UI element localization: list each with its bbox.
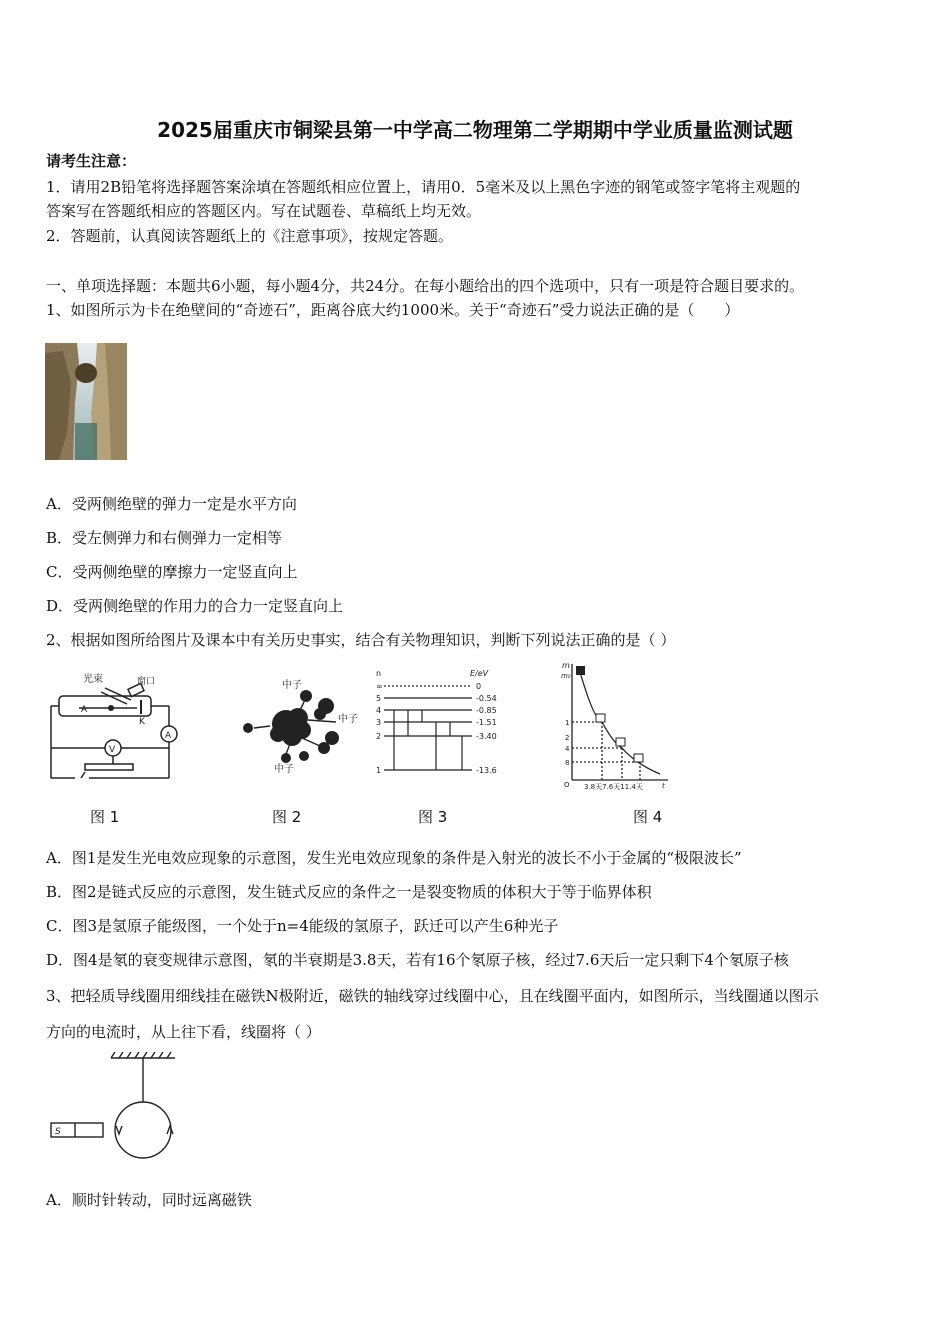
q3-stem-b: 方向的电流时，从上往下看，线圈将（ ） xyxy=(46,1023,321,1041)
fig3-level-energy: 0 xyxy=(476,682,482,691)
fig3-unit: E/eV xyxy=(470,669,489,678)
notice-heading: 请考生注意： xyxy=(46,152,137,170)
fig4-y-tick: 2 xyxy=(565,734,570,742)
fig4-origin: O xyxy=(564,781,570,789)
notice-line-2: 2．答题前，认真阅读答题纸上的《注意事项》，按规定答题。 xyxy=(46,227,454,245)
fig4-y-tick: 8 xyxy=(565,759,570,767)
fig3-level-n: 2 xyxy=(376,732,382,741)
q2-stem: 2、根据如图所给图片及课本中有关历史事实，结合有关物理知识，判断下列说法正确的是（ ） xyxy=(46,631,676,649)
fig4-m0-label: m₀ xyxy=(561,672,571,680)
fig4-y-tick: 4 xyxy=(565,745,570,753)
notice-line-1a: 1．请用2B铅笔将选择题答案涂填在答题纸相应位置上，请用0．5毫米及以上黑色字迹的钢笔或签字笔将主观题的 xyxy=(46,178,801,196)
fig3-level-n: ∞ xyxy=(376,682,383,691)
fig1-photoelectric-circuit xyxy=(45,668,180,788)
q2-option-b: B．图2是链式反应的示意图，发生链式反应的条件之一是裂变物质的体积大于等于临界体积 xyxy=(46,883,652,901)
fig4-y-tick: 1 xyxy=(565,719,570,727)
fig3-n-label: n xyxy=(376,669,382,678)
notice-line-1b: 答案写在答题纸相应的答题区内。写在试题卷、草稿纸上均无效。 xyxy=(46,202,482,220)
fig3-caption: 图 3 xyxy=(418,808,448,826)
q2-option-c: C．图3是氢原子能级图，一个处于n=4能级的氢原子，跃迁可以产生6种光子 xyxy=(46,917,559,935)
fig2-neutron-bottom: 中子 xyxy=(274,764,294,775)
page-title: 2025届重庆市铜梁县第一中学高二物理第二学期期中学业质量监测试题 xyxy=(157,118,793,142)
fig1-a-label: A xyxy=(81,705,88,715)
fig1-caption: 图 1 xyxy=(90,808,120,826)
fig3-level-energy: -13.6 xyxy=(476,766,497,775)
q1-option-b: B．受左侧弹力和右侧弹力一定相等 xyxy=(46,529,283,547)
fig2-neutron-top: 中子 xyxy=(282,680,302,691)
fig3-level-n: 1 xyxy=(376,766,382,775)
fig3-level-n: 3 xyxy=(376,718,382,727)
fig4-m-label: m xyxy=(562,661,570,670)
q3-option-a: A．顺时针转动，同时远离磁铁 xyxy=(46,1191,252,1209)
fig3-energy-levels xyxy=(372,664,502,782)
q1-option-a: A．受两侧绝壁的弹力一定是水平方向 xyxy=(46,495,297,513)
q1-option-c: C．受两侧绝壁的摩擦力一定竖直向上 xyxy=(46,563,298,581)
q2-option-d: D．图4是氡的衰变规律示意图，氡的半衰期是3.8天，若有16个氡原子核，经过7.6天后一定只剩下4个氡原子核 xyxy=(46,951,789,969)
fig1-voltmeter-label: V xyxy=(109,745,116,755)
fig4-t-label: t xyxy=(662,782,665,790)
fig2-chain-reaction xyxy=(240,676,360,776)
fig3-level-n: 5 xyxy=(376,694,382,703)
fig3-level-n: 4 xyxy=(376,706,382,715)
q1-stem: 1、如图所示为卡在绝壁间的“奇迹石”，距离谷底大约1000米。关于“奇迹石”受力说法正确的是（ ） xyxy=(46,301,740,319)
q3-stem-a: 3、把轻质导线圈用细线挂在磁铁N极附近，磁铁的轴线穿过线圈中心，且在线圈平面内，如图所示，当线圈通以图示 xyxy=(46,987,819,1005)
fig3-level-energy: -0.54 xyxy=(476,694,497,703)
fig1-ammeter-label: A xyxy=(165,731,172,741)
fig4-x-ticks: 3.8天7.6天11.4天 xyxy=(584,783,643,790)
fig3-level-energy: -3.40 xyxy=(476,732,497,741)
q1-option-d: D．受两侧绝壁的作用力的合力一定竖直向上 xyxy=(46,597,344,615)
q3-magnet-s-label: S xyxy=(55,1127,61,1137)
fig4-caption: 图 4 xyxy=(633,808,663,826)
fig2-neutron-right: 中子 xyxy=(338,714,358,725)
fig3-level-energy: -0.85 xyxy=(476,706,497,715)
fig3-level-energy: -1.51 xyxy=(476,718,497,727)
fig2-caption: 图 2 xyxy=(272,808,302,826)
fig1-k-label: K xyxy=(139,717,145,727)
section-heading: 一、单项选择题：本题共6小题，每小题4分，共24分。在每小题给出的四个选项中，只有一项是符合题目要求的。 xyxy=(46,277,805,295)
fig1-light-label: 光束 xyxy=(83,674,103,685)
q3-coil-magnet-figure xyxy=(45,1050,185,1162)
fig1-window-label: 窗口 xyxy=(137,677,156,687)
fig4-decay-curve xyxy=(560,660,672,790)
q1-photo xyxy=(45,343,127,460)
q2-option-a: A．图1是发生光电效应现象的示意图，发生光电效应现象的条件是入射光的波长不小于金属的“极限波长” xyxy=(46,849,742,867)
